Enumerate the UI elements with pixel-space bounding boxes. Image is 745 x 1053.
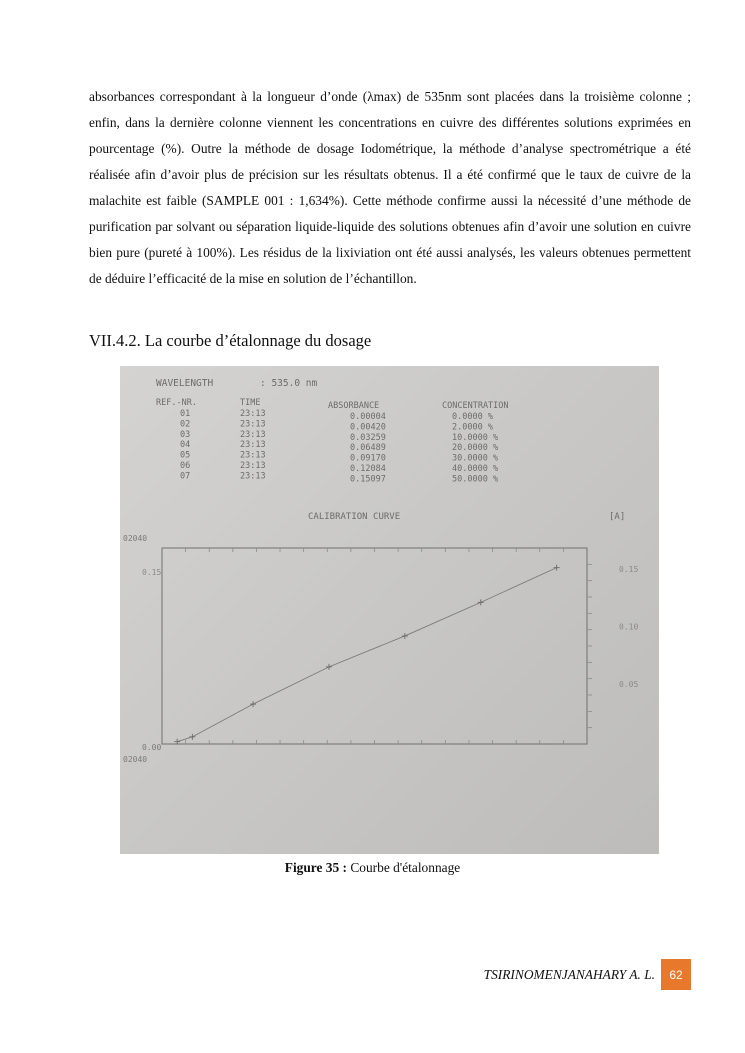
right-axis-label: 0.10 — [619, 622, 639, 632]
column-header-absorbance: ABSORBANCE — [328, 401, 380, 411]
row-ref: 02 — [180, 419, 191, 430]
figure-caption-text: Courbe d'étalonnage — [347, 860, 461, 875]
row-time: 23:13 — [240, 450, 266, 461]
row-concentration: 40.0000 % — [452, 464, 499, 474]
right-axis-label: 0.05 — [619, 680, 639, 690]
corner-label-bottom-left: 02040 — [123, 755, 148, 764]
plot-right-labels — [619, 565, 638, 689]
row-time: 23:13 — [240, 429, 266, 440]
left-upper-label: 0.15 — [142, 568, 162, 577]
corner-label-top-left: 02040 — [123, 534, 148, 543]
printout-rows — [180, 409, 498, 484]
row-ref: 07 — [180, 471, 191, 482]
wavelength-label: WAVELENGTH — [156, 378, 214, 389]
row-absorbance: 0.15097 — [350, 474, 386, 485]
row-concentration: 10.0000 % — [452, 432, 499, 443]
chart-unit-tag: [A] — [609, 512, 626, 522]
body-paragraph: absorbances correspondant à la longueur d’onde (λmax) de 535nm sont placées dans la troisième colonne ; enfin, dans la dernière colonne viennent les concentrations en cuivre des différentes solutions exprimées en pourcentage (%). Outre la méthode de dosage Iodométrique, la méthode d’analyse spectrométrique a été réalisée afin d’avoir plus de précision sur les résultats obtenus. Il a été confirmé que le taux de cuivre de la malachite est faible (SAMPLE 001 : 1,634%). Cette méthode confirme aussi la nécessité d’une méthode de purification par solvant ou séparation liquide-liquide des solutions obtenues afin d’avoir une solution en cuivre bien pure (pureté à 100%). Les résidus de la lixiviation ont été aussi analysés, les valeurs obtenues permettent de déduire l’efficacité de la mise en solution de l’échantillon. — [89, 89, 691, 286]
calibration-point — [554, 565, 560, 571]
row-absorbance: 0.06489 — [350, 443, 386, 454]
row-time: 23:13 — [240, 440, 266, 451]
row-absorbance: 0.00420 — [350, 422, 386, 433]
origin-label: 0.00 — [142, 743, 162, 752]
row-ref: 05 — [180, 450, 191, 461]
row-time: 23:13 — [240, 471, 266, 482]
page-number-badge: 62 — [661, 959, 691, 990]
row-absorbance: 0.00004 — [350, 412, 386, 422]
calibration-printout-photo — [120, 366, 659, 854]
row-absorbance: 0.09170 — [350, 453, 386, 464]
column-header-ref: REF.-NR. — [156, 398, 197, 408]
row-ref: 01 — [180, 409, 191, 419]
row-concentration: 0.0000 % — [452, 412, 493, 422]
plot-frame — [162, 548, 587, 744]
row-concentration: 50.0000 % — [452, 474, 499, 485]
calibration-line — [177, 568, 556, 742]
row-ref: 04 — [180, 440, 191, 451]
column-header-time: TIME — [240, 398, 261, 408]
column-header-concentration: CONCENTRATION — [442, 401, 509, 411]
wavelength-value: : 535.0 nm — [260, 378, 318, 389]
figure-caption-label: Figure 35 : — [284, 860, 347, 875]
chart-title: CALIBRATION CURVE — [308, 512, 401, 522]
plot-ticks — [186, 548, 592, 744]
row-concentration: 30.0000 % — [452, 453, 499, 464]
row-ref: 06 — [180, 461, 191, 471]
row-ref: 03 — [180, 429, 191, 440]
right-axis-label: 0.15 — [619, 564, 639, 574]
calibration-point — [326, 664, 332, 670]
row-absorbance: 0.12084 — [350, 464, 386, 474]
row-concentration: 20.0000 % — [452, 443, 499, 454]
calibration-printout-svg — [120, 366, 659, 854]
row-time: 23:13 — [240, 419, 266, 430]
row-absorbance: 0.03259 — [350, 432, 386, 443]
section-heading: VII.4.2. La courbe d’étalonnage du dosage — [89, 331, 372, 350]
calibration-point — [250, 701, 256, 707]
calibration-point — [478, 599, 484, 605]
calibration-point — [402, 633, 408, 639]
calibration-point — [189, 734, 195, 740]
figure-caption — [0, 860, 745, 876]
calibration-points — [174, 565, 559, 745]
row-time: 23:13 — [240, 461, 266, 471]
row-time: 23:13 — [240, 409, 266, 419]
row-concentration: 2.0000 % — [452, 422, 493, 433]
footer-author: TSIRINOMENJANAHARY A. L. — [483, 967, 655, 982]
